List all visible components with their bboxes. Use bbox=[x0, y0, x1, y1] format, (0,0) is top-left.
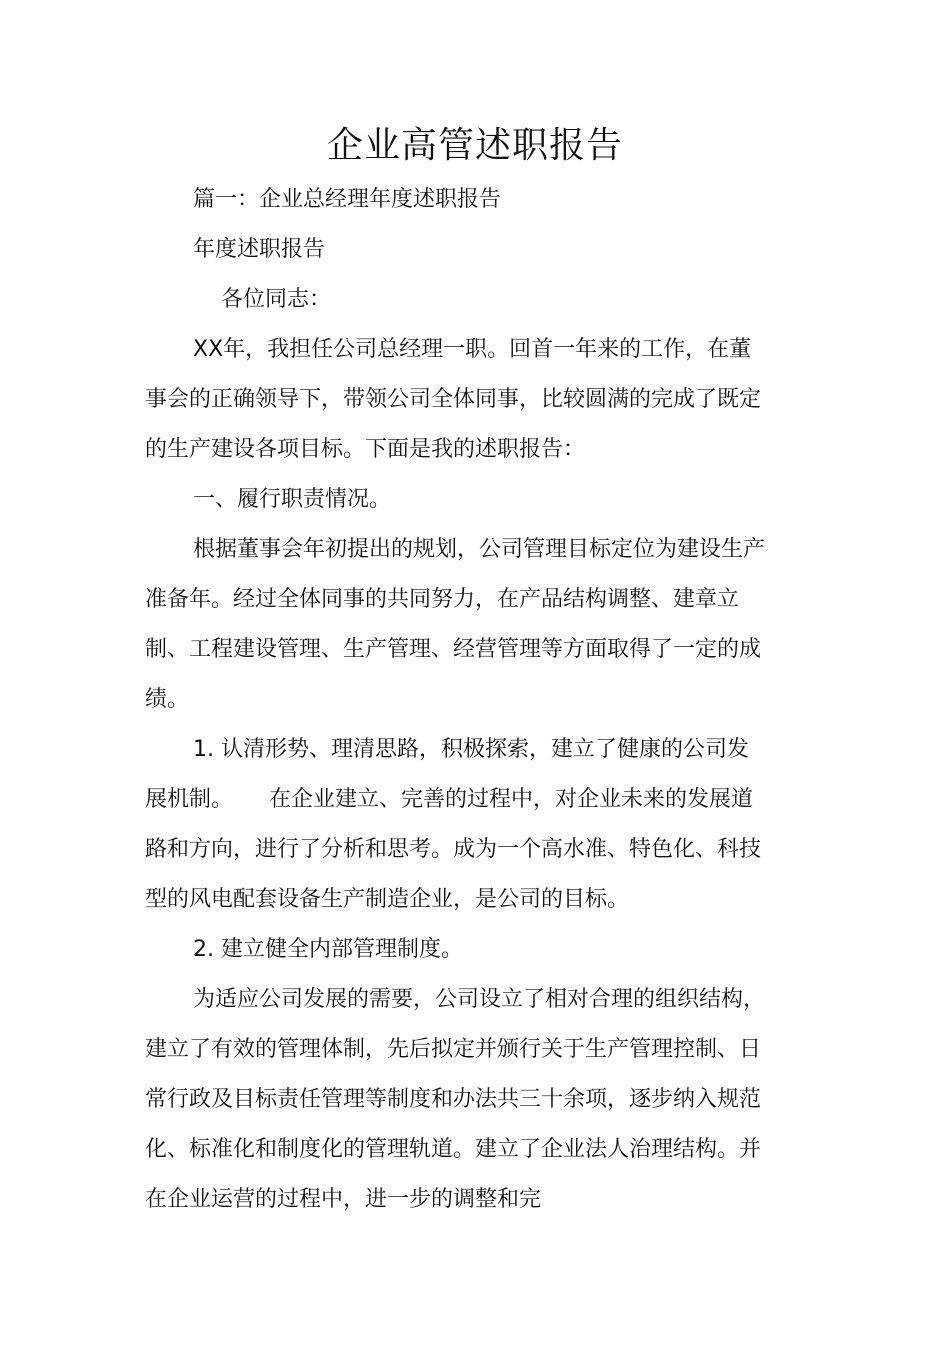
item-one-paragraph bbox=[145, 725, 765, 925]
greeting: 各位同志： bbox=[221, 287, 332, 312]
chapter-heading: 篇一：企业总经理年度述职报告 bbox=[193, 187, 502, 212]
item-one-body: 在企业建立、完善的过程中，对企业未来的发展道路和方向，进行了分析和思考。成为一个高水准、特色化、科技型的风电配套设备生产制造企业，是公司的目标。 bbox=[145, 787, 762, 912]
section-one-heading: 一、履行职责情况。 bbox=[193, 487, 392, 512]
document-title: 企业高管述职报告 bbox=[326, 125, 623, 166]
item-one-title: 1. 认清形势、理清思路，积极探索，建立了健康的公司发展机制。 bbox=[145, 737, 749, 812]
report-heading: 年度述职报告 bbox=[193, 237, 326, 262]
intro-paragraph: XX年，我担任公司总经理一职。回首一年来的工作，在董事会的正确领导下，带领公司全体同事，比较圆满的完成了既定的生产建设各项目标。下面是我的述职报告： bbox=[145, 337, 762, 462]
section-one-paragraph: 根据董事会年初提出的规划，公司管理目标定位为建设生产准备年。经过全体同事的共同努力，在产品结构调整、建章立制、工程建设管理、生产管理、经营管理等方面取得了一定的成绩。 bbox=[145, 537, 766, 712]
item-two-paragraph: 为适应公司发展的需要，公司设立了相对合理的组织结构，建立了有效的管理体制，先后拟定并颁行关于生产管理控制、日常行政及目标责任管理等制度和办法共三十余项，逐步纳入规范化、标准化和制度化的管理轨道。建立了企业法人治理结构。并在企业运营的过程中，进一步的调整和完 bbox=[145, 987, 766, 1212]
item-two-title: 2. 建立健全内部管理制度。 bbox=[193, 937, 463, 962]
document-body bbox=[145, 175, 765, 1225]
